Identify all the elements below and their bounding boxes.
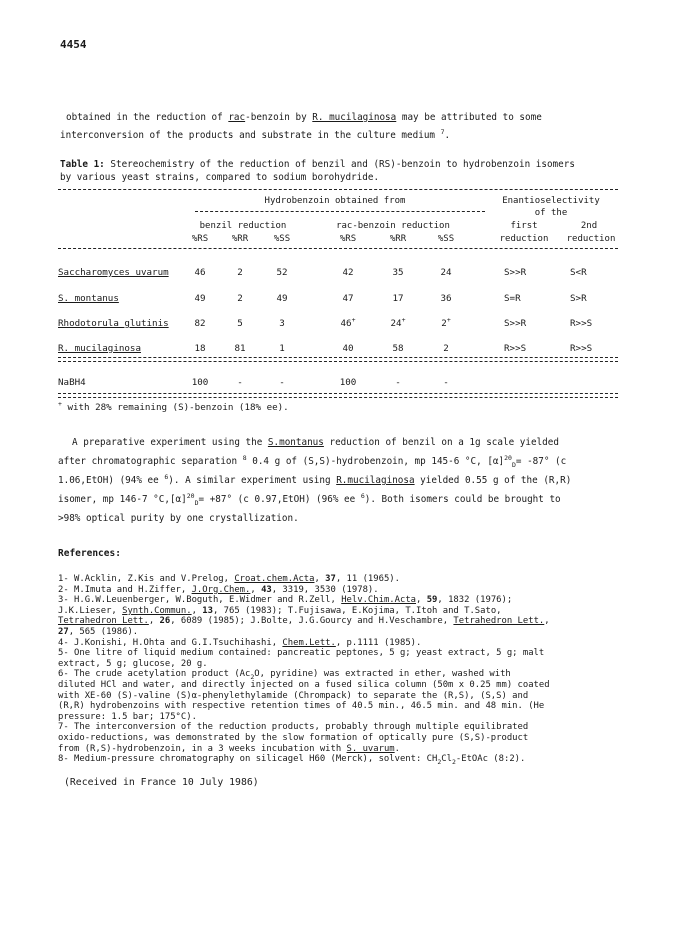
cell-rac-ss: 24 bbox=[440, 267, 452, 278]
reference-6: 6- The crude acetylation product ($Ac_2O$, pyridine) was extracted in ether, washed with bbox=[58, 669, 511, 682]
reference-7: 7- The interconversion of the reduction products, probably through multiple equilibrated bbox=[58, 722, 529, 733]
cell-enantio-second: S>R bbox=[570, 293, 587, 304]
table-row-name: S. montanus bbox=[58, 293, 119, 304]
received-date: (Received in France 10 July 1986) bbox=[64, 777, 259, 788]
cell-enantio-first: S>>R bbox=[504, 267, 527, 278]
reference-6-line-5: pressure: 1.5 bar; 175°C). bbox=[58, 711, 197, 722]
cell-benzil-rr: 2 bbox=[237, 267, 243, 278]
cell-benzil-rs: 46 bbox=[194, 267, 206, 278]
cell-rac-rr: 24+ bbox=[390, 315, 406, 329]
cell-enantio-second: R>>S bbox=[570, 318, 593, 329]
col-rac-rr: %RR bbox=[389, 234, 407, 244]
reference-6-line-3: with XE-60 (S)-valine (S)α-phenylethylamide (Chrompack) to separate the (R,S), (S,S) and bbox=[58, 690, 529, 701]
para-line-5: >98% optical purity by one crystallization. bbox=[58, 513, 299, 524]
reference-7-line-2: oxido-reductions, was demonstrated by the slow formation of optically pure (S,S)-product bbox=[58, 732, 529, 743]
reference-3-line-3: Tetrahedron Lett., 26, 6089 (1985); J.Bolte, J.G.Gourcy and H.Veschambre, Tetrahedron Lett., bbox=[58, 616, 550, 627]
reference-4: 4- J.Konishi, H.Ohta and G.I.Tsuchihashi, Chem.Lett., p.1111 (1985). bbox=[58, 637, 422, 648]
cell-benzil-ss: 3 bbox=[279, 318, 285, 329]
table-mid-rule bbox=[58, 357, 618, 358]
reference-5: 5- One litre of liquid medium contained: pancreatic peptones, 5 g; yeast extract, 5 g; malt bbox=[58, 648, 545, 659]
cell-enantio-first: R>>S bbox=[504, 343, 527, 354]
cell-rac-rs: 47 bbox=[342, 293, 354, 304]
para-line-3: 1.06,EtOH) (94% ee $^6$). A similar experiment using R.mucilaginosa yielded 0.55 g of the (R,R) bbox=[58, 472, 572, 486]
reference-6-line-4: (R,R) hydrobenzoins with respective retention times of 40.5 min., 46.5 min. and 48 min. (He bbox=[58, 701, 545, 712]
cell-benzil-ss: 52 bbox=[276, 267, 288, 278]
table-top-rule bbox=[58, 189, 618, 190]
cell-benzil-rs: 18 bbox=[194, 343, 206, 354]
col-rac-ss: %SS bbox=[437, 234, 455, 244]
cell-benzil-rr: 5 bbox=[237, 318, 243, 329]
header-rac-benzoin: rac-benzoin reduction bbox=[336, 221, 450, 231]
table-row-nabh4: NaBH4 bbox=[58, 377, 86, 388]
rac-text: rac bbox=[228, 112, 246, 123]
cell-benzil-rs: 82 bbox=[194, 318, 206, 329]
header-enantio-1: Enantioselectivity bbox=[502, 196, 600, 206]
table-row-name: R. mucilaginosa bbox=[58, 343, 141, 354]
reference-6-line-2: diluted HCl and water, and directly injected on a fused silica column (50m x 0.25 mm) coated bbox=[58, 679, 550, 690]
table-row-name: Saccharomyces uvarum bbox=[58, 267, 169, 278]
cell-benzil-rr: 2 bbox=[237, 293, 243, 304]
reference-3-line-2: J.K.Lieser, Synth.Commun., 13, 765 (1983); T.Fujisawa, E.Kojima, T.Itoh and T.Sato, bbox=[58, 605, 502, 616]
cell-enantio-first: S>>R bbox=[504, 318, 527, 329]
cell-enantio-second: S<R bbox=[570, 267, 587, 278]
header-second: 2nd bbox=[580, 221, 598, 231]
reference-2: 2- M.Imuta and H.Ziffer, J.Org.Chem., 43, 3319, 3530 (1978). bbox=[58, 584, 379, 595]
page-number: 4454 bbox=[60, 38, 87, 51]
cell-benzil-rs: 49 bbox=[194, 293, 206, 304]
cell-benzil-rr: - bbox=[237, 377, 243, 388]
col-first-reduction: reduction bbox=[499, 234, 549, 244]
reference-3-line-4: 27, 565 (1986). bbox=[58, 626, 139, 637]
cell-enantio-second: R>>S bbox=[570, 343, 593, 354]
cell-rac-rr: 17 bbox=[392, 293, 404, 304]
para-line-2: after chromatographic separation $^8$ 0.4 g of (S,S)-hydrobenzoin, mp 145-6 °C, $[\alpha]^{20}_D= -87^\circ$ (c bbox=[58, 453, 567, 469]
cell-benzil-ss: 1 bbox=[279, 343, 285, 354]
cell-benzil-ss: 49 bbox=[276, 293, 288, 304]
cell-rac-rs: 40 bbox=[342, 343, 354, 354]
col-benzil-rr: %RR bbox=[231, 234, 249, 244]
header-group-rule bbox=[195, 211, 485, 212]
cell-rac-rs: 100 bbox=[339, 377, 357, 388]
cell-benzil-rr: 81 bbox=[234, 343, 246, 354]
col-rac-rs: %RS bbox=[339, 234, 357, 244]
header-hydrobenzoin: Hydrobenzoin obtained from bbox=[264, 196, 406, 206]
reference-7-line-3: from (R,S)-hydrobenzoin, in a 3 weeks incubation with S. uvarum. bbox=[58, 743, 400, 754]
cell-rac-rs: 46+ bbox=[340, 315, 356, 329]
para-line-4: isomer, mp 146-7 $^\circ C,[\alpha]^{20}_D= +87^\circ$ (c 0.97,EtOH) (96% ee $^6$). Both isomers could be brought to bbox=[58, 491, 561, 507]
para-line-1: A preparative experiment using the S.montanus reduction of benzil on a 1g scale yielded bbox=[72, 437, 559, 448]
intro-line-2: interconversion of the products and substrate in the culture medium $^7$. bbox=[60, 127, 451, 141]
table-footnote: + with 28% remaining (S)-benzoin (18% ee). bbox=[58, 399, 289, 413]
cell-rac-ss: 36 bbox=[440, 293, 452, 304]
cell-rac-rr: - bbox=[395, 377, 401, 388]
table-bottom-rule bbox=[58, 393, 618, 394]
table-header-rule bbox=[58, 248, 618, 249]
header-enantio-2: of the bbox=[534, 208, 568, 218]
cell-rac-rr: 35 bbox=[392, 267, 404, 278]
table-bottom-rule-2 bbox=[58, 397, 618, 398]
col-benzil-rs: %RS bbox=[191, 234, 209, 244]
header-benzil: benzil reduction bbox=[199, 221, 287, 231]
col-benzil-ss: %SS bbox=[273, 234, 291, 244]
cell-enantio-first: S=R bbox=[504, 293, 521, 304]
references-heading: References: bbox=[58, 548, 121, 559]
cell-rac-ss: - bbox=[443, 377, 449, 388]
cell-benzil-ss: - bbox=[279, 377, 285, 388]
reference-5-line-2: extract, 5 g; glucose, 20 g. bbox=[58, 658, 208, 669]
intro-line-1: obtained in the reduction of rac-benzoin by R. mucilaginosa may be attributed to some bbox=[66, 112, 542, 123]
cell-rac-rr: 58 bbox=[392, 343, 404, 354]
table-row-name: Rhodotorula glutinis bbox=[58, 318, 169, 329]
table-mid-rule-2 bbox=[58, 361, 618, 362]
cell-benzil-rs: 100 bbox=[191, 377, 209, 388]
species-r-mucilaginosa: R. mucilaginosa bbox=[312, 112, 397, 123]
references-list bbox=[58, 574, 550, 765]
col-second-reduction: reduction bbox=[566, 234, 616, 244]
reference-8: 8- Medium-pressure chromatography on silicagel H60 (Merck), solvent: $CH_2Cl_2$-EtOAc (8:2). bbox=[58, 754, 526, 766]
reference-1: 1- W.Acklin, Z.Kis and V.Prelog, Croat.chem.Acta, 37, 11 (1965). bbox=[58, 574, 400, 584]
header-first: first bbox=[510, 221, 538, 231]
reference-3: 3- H.G.W.Leuenberger, W.Boguth, E.Widmer and R.Zell, Helv.Chim.Acta, 59, 1832 (1976); bbox=[58, 595, 513, 606]
cell-rac-ss: 2 bbox=[443, 343, 449, 354]
table-caption: Table 1: Stereochemistry of the reduction of benzil and (RS)-benzoin to hydrobenzoin isomers by various yeast strains, compared to sodium borohydride. bbox=[60, 159, 575, 183]
cell-rac-rs: 42 bbox=[342, 267, 354, 278]
cell-rac-ss: 2+ bbox=[441, 315, 451, 329]
